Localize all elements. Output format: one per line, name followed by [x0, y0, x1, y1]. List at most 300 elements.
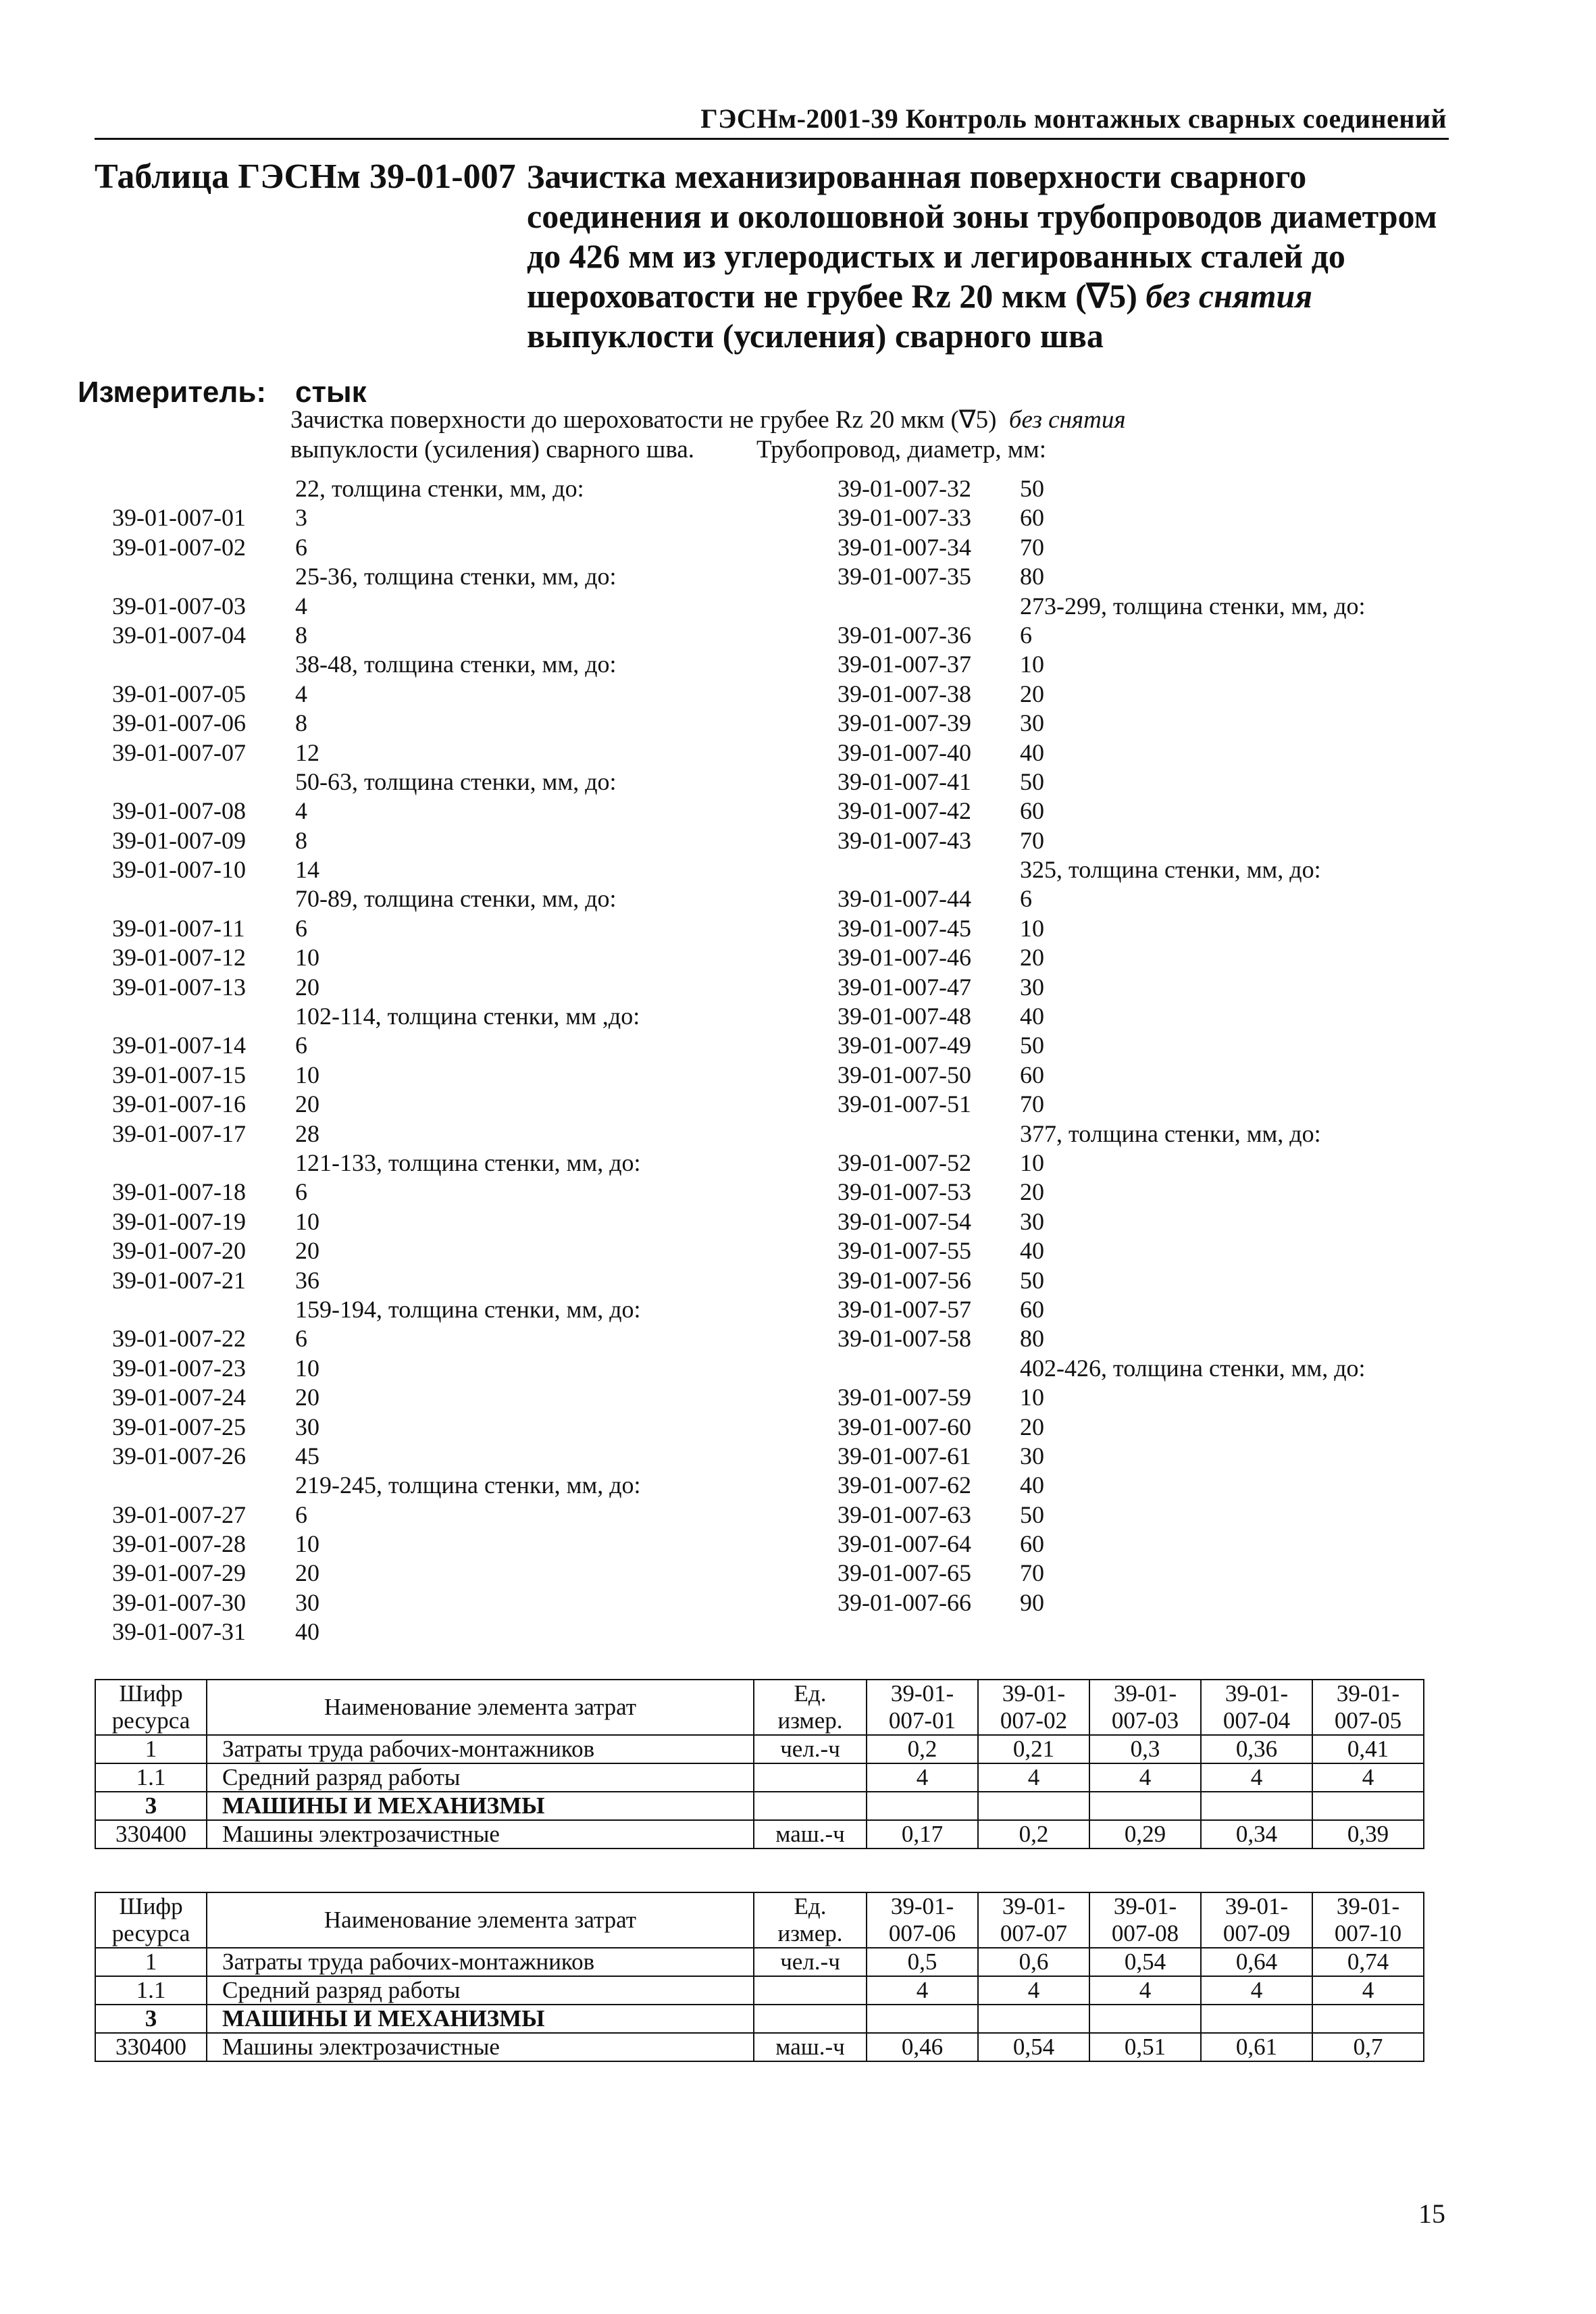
norm-code: 39-01-007-38: [838, 680, 971, 707]
header-rule: [95, 138, 1449, 140]
header-norm-bottom: 007-10: [1334, 1920, 1402, 1946]
norm-value: 60: [1020, 1530, 1044, 1558]
resource-value: 0,3: [1089, 1735, 1201, 1763]
resource-unit: маш.-ч: [754, 2033, 867, 2061]
header-unit-bottom: измер.: [777, 1920, 843, 1946]
group-header: 22, толщина стенки, мм, до:: [295, 475, 584, 502]
title-tail: выпуклости (усиления) сварного шва: [527, 317, 1104, 355]
header-norm-bottom: 007-01: [888, 1707, 956, 1734]
norm-value: 10: [1020, 914, 1044, 942]
norm-code: 39-01-007-02: [112, 533, 246, 561]
code-row: [95, 1559, 770, 1588]
code-row: [838, 1178, 1445, 1207]
norm-value: 20: [295, 1559, 319, 1587]
table-row: [95, 1976, 1424, 2005]
header-cell-code: [95, 1680, 207, 1735]
header-norm-bottom: 007-09: [1222, 1920, 1291, 1946]
code-row: [838, 1413, 1445, 1442]
norm-code: 39-01-007-51: [838, 1090, 971, 1118]
table-row: [95, 2033, 1424, 2061]
resource-name: МАШИНЫ И МЕХАНИЗМЫ: [207, 2005, 754, 2033]
norm-code: 39-01-007-48: [838, 1003, 971, 1030]
group-header: 50-63, толщина стенки, мм, до:: [295, 768, 617, 795]
resource-value: 0,54: [1089, 1948, 1201, 1976]
norm-value: 90: [1020, 1588, 1044, 1616]
norm-value: 6: [295, 533, 307, 561]
norm-code: 39-01-007-10: [112, 856, 246, 884]
code-row: [838, 680, 1445, 709]
code-row: [838, 1031, 1445, 1060]
norm-value: 40: [1020, 1472, 1044, 1499]
code-row: [838, 1383, 1445, 1412]
norm-value: 70: [1020, 826, 1044, 854]
code-row: [95, 1413, 770, 1442]
code-row: [95, 1588, 770, 1617]
table-row: [95, 1735, 1424, 1763]
page-number: 15: [1418, 2198, 1445, 2229]
norm-code: 39-01-007-21: [112, 1266, 246, 1294]
table-header-row: [95, 1892, 1424, 1948]
resource-value: [867, 1792, 978, 1820]
norm-code: 39-01-007-56: [838, 1266, 971, 1294]
norm-value: 80: [1020, 563, 1044, 590]
norm-value: 10: [1020, 1149, 1044, 1176]
norm-code: 39-01-007-64: [838, 1530, 971, 1558]
resource-value: 0,5: [867, 1948, 978, 1976]
resource-value: 4: [1312, 1763, 1424, 1792]
norm-value: 20: [1020, 944, 1044, 972]
header-code-top: Шифр: [119, 1893, 183, 1919]
resource-code: 1: [95, 1735, 207, 1763]
norm-value: 3: [295, 504, 307, 532]
resource-table-1: [95, 1679, 1424, 1849]
norm-code: 39-01-007-61: [838, 1442, 971, 1469]
code-row: [95, 1061, 770, 1090]
norm-code: 39-01-007-07: [112, 738, 246, 766]
norm-value: 30: [1020, 709, 1044, 737]
norm-value: 70: [1020, 1559, 1044, 1587]
norm-value: 6: [295, 1501, 307, 1528]
header-cell-unit: [754, 1680, 867, 1735]
norm-value: 10: [295, 944, 319, 972]
resource-value: 0,7: [1312, 2033, 1424, 2061]
norm-value: 40: [1020, 738, 1044, 766]
header-norm-bottom: 007-05: [1334, 1707, 1402, 1734]
code-row: [95, 1383, 770, 1412]
code-row: [838, 1266, 1445, 1295]
norm-code: 39-01-007-65: [838, 1559, 971, 1587]
norm-value: 36: [295, 1266, 319, 1294]
norm-value: 6: [1020, 621, 1032, 649]
norm-value: 10: [295, 1061, 319, 1088]
norm-code: 39-01-007-60: [838, 1413, 971, 1440]
header-norm-top: 39-01-: [890, 1680, 954, 1707]
section-row: [95, 2005, 1424, 2033]
resource-value: 0,36: [1201, 1735, 1312, 1763]
resource-unit: маш.-ч: [754, 1820, 867, 1848]
code-row: [95, 914, 770, 943]
resource-value: [978, 2005, 1089, 2033]
header-cell-norm: [1089, 1680, 1201, 1735]
norm-code: 39-01-007-29: [112, 1559, 246, 1587]
code-row: [95, 1178, 770, 1207]
norm-value: 10: [295, 1530, 319, 1558]
codes-left-column: [95, 474, 770, 1647]
table-row: [95, 1948, 1424, 1976]
resource-value: [1089, 1792, 1201, 1820]
norm-code: 39-01-007-46: [838, 944, 971, 972]
code-row: [95, 621, 770, 650]
intro-line-1-main: Зачистка поверхности до шероховатости не грубее Rz 20 мкм (∇5): [290, 406, 997, 434]
resource-code: 330400: [95, 2033, 207, 2061]
code-row: [838, 503, 1445, 532]
code-row: [838, 1559, 1445, 1588]
norm-value: 8: [295, 709, 307, 737]
resource-code: 3: [95, 2005, 207, 2033]
code-row: [95, 1236, 770, 1265]
group-header-row: [838, 1120, 1445, 1149]
unit-row: [78, 376, 367, 409]
norm-code: 39-01-007-52: [838, 1149, 971, 1176]
resource-value: 0,21: [978, 1735, 1089, 1763]
resource-value: 0,6: [978, 1948, 1089, 1976]
code-row: [838, 533, 1445, 562]
norm-value: 30: [1020, 1442, 1044, 1469]
code-row: [95, 1501, 770, 1530]
group-header-row: [95, 650, 770, 679]
norm-code: 39-01-007-11: [112, 914, 245, 942]
code-row: [95, 943, 770, 972]
norm-code: 39-01-007-26: [112, 1442, 246, 1469]
header-norm-bottom: 007-02: [1000, 1707, 1068, 1734]
norm-value: 4: [295, 797, 307, 825]
header-cell-norm: [1312, 1680, 1424, 1735]
resource-value: 0,2: [978, 1820, 1089, 1848]
norm-value: 4: [295, 680, 307, 707]
unit-value: стык: [295, 376, 367, 409]
code-row: [95, 1617, 770, 1646]
norm-code: 39-01-007-22: [112, 1325, 246, 1353]
code-row: [95, 592, 770, 621]
norm-code: 39-01-007-55: [838, 1237, 971, 1265]
header-norm-bottom: 007-04: [1222, 1707, 1291, 1734]
resource-unit: чел.-ч: [754, 1735, 867, 1763]
norm-code: 39-01-007-24: [112, 1384, 246, 1411]
resource-value: [978, 1792, 1089, 1820]
resource-value: 0,46: [867, 2033, 978, 2061]
header-cell-norm: [978, 1892, 1089, 1948]
norm-value: 20: [1020, 1178, 1044, 1206]
norm-code: 39-01-007-15: [112, 1061, 246, 1088]
resource-value: 4: [978, 1763, 1089, 1792]
norm-code: 39-01-007-47: [838, 973, 971, 1001]
norm-value: 40: [1020, 1003, 1044, 1030]
norm-value: 28: [295, 1120, 319, 1147]
resource-unit: [754, 1792, 867, 1820]
code-row: [95, 1120, 770, 1149]
norm-code: 39-01-007-14: [112, 1032, 246, 1059]
norm-value: 30: [1020, 973, 1044, 1001]
group-header-row: [95, 768, 770, 797]
table-row: [95, 1820, 1424, 1848]
header-unit-bottom: измер.: [777, 1707, 843, 1734]
code-row: [838, 621, 1445, 650]
group-header: 38-48, толщина стенки, мм, до:: [295, 651, 617, 678]
norm-code: 39-01-007-32: [838, 475, 971, 502]
header-cell-norm: [1089, 1892, 1201, 1948]
resource-value: 0,54: [978, 2033, 1089, 2061]
resource-value: 4: [1201, 1763, 1312, 1792]
norm-code: 39-01-007-62: [838, 1472, 971, 1499]
norm-code: 39-01-007-19: [112, 1207, 246, 1235]
norm-value: 8: [295, 826, 307, 854]
resource-value: 4: [1089, 1763, 1201, 1792]
norm-code: 39-01-007-28: [112, 1530, 246, 1558]
code-row: [838, 1207, 1445, 1236]
norm-value: 14: [295, 856, 319, 884]
code-row: [838, 826, 1445, 855]
norm-code: 39-01-007-03: [112, 592, 246, 620]
group-header-row: [95, 1149, 770, 1178]
norm-code: 39-01-007-17: [112, 1120, 246, 1147]
group-header-row: [95, 562, 770, 591]
code-row: [838, 1236, 1445, 1265]
norm-code: 39-01-007-54: [838, 1207, 971, 1235]
group-header-row: [95, 1002, 770, 1031]
resource-value: 0,17: [867, 1820, 978, 1848]
resource-unit: чел.-ч: [754, 1948, 867, 1976]
code-row: [95, 1442, 770, 1471]
header-code-bottom: ресурса: [111, 1707, 190, 1734]
norm-value: 60: [1020, 797, 1044, 825]
header-cell-norm: [867, 1680, 978, 1735]
norm-value: 20: [1020, 680, 1044, 707]
header-norm-top: 39-01-: [1336, 1680, 1400, 1707]
norm-value: 10: [1020, 1384, 1044, 1411]
header-norm-top: 39-01-: [1002, 1893, 1066, 1919]
group-header: 70-89, толщина стенки, мм, до:: [295, 885, 617, 913]
resource-value: 0,2: [867, 1735, 978, 1763]
norm-code: 39-01-007-49: [838, 1032, 971, 1059]
code-row: [838, 884, 1445, 913]
norm-value: 4: [295, 592, 307, 620]
header-norm-top: 39-01-: [1002, 1680, 1066, 1707]
norm-code: 39-01-007-04: [112, 621, 246, 649]
header-norm-bottom: 007-03: [1111, 1707, 1179, 1734]
norm-code: 39-01-007-34: [838, 533, 971, 561]
group-header-row: [95, 1471, 770, 1500]
header-norm-top: 39-01-: [1336, 1893, 1400, 1919]
header-norm-bottom: 007-07: [1000, 1920, 1068, 1946]
resource-value: 4: [1312, 1976, 1424, 2005]
unit-label: Измеритель:: [78, 376, 267, 409]
resource-code: 1: [95, 1948, 207, 1976]
norm-value: 20: [295, 1237, 319, 1265]
resource-unit: [754, 2005, 867, 2033]
header-norm-bottom: 007-08: [1111, 1920, 1179, 1946]
resource-name: Средний разряд работы: [207, 1763, 754, 1792]
intro-line-1-italic: без снятия: [1008, 406, 1126, 434]
norm-value: 60: [1020, 1295, 1044, 1323]
code-row: [838, 562, 1445, 591]
group-header-row: [95, 884, 770, 913]
norm-code: 39-01-007-36: [838, 621, 971, 649]
group-header: 159-194, толщина стенки, мм, до:: [295, 1295, 641, 1323]
norm-code: 39-01-007-41: [838, 768, 971, 795]
norm-value: 6: [295, 914, 307, 942]
code-row: [838, 1501, 1445, 1530]
norm-code: 39-01-007-44: [838, 885, 971, 913]
resource-code: 1.1: [95, 1763, 207, 1792]
code-row: [95, 1207, 770, 1236]
norm-value: 50: [1020, 475, 1044, 502]
code-row: [838, 1090, 1445, 1119]
code-row: [838, 1002, 1445, 1031]
group-header: 402-426, толщина стенки, мм, до:: [1020, 1354, 1366, 1382]
resource-name: Машины электрозачистные: [207, 1820, 754, 1848]
group-header-row: [95, 474, 770, 503]
norm-code: 39-01-007-27: [112, 1501, 246, 1528]
norm-code: 39-01-007-12: [112, 944, 246, 972]
intro-text: [290, 405, 1371, 465]
norm-value: 70: [1020, 1090, 1044, 1118]
norm-code: 39-01-007-57: [838, 1295, 971, 1323]
norm-value: 80: [1020, 1325, 1044, 1353]
code-row: [95, 973, 770, 1002]
resource-code: 3: [95, 1792, 207, 1820]
code-row: [838, 1588, 1445, 1617]
group-header: 25-36, толщина стенки, мм, до:: [295, 563, 617, 590]
intro-line-2-right: Трубопровод, диаметр, мм:: [756, 436, 1046, 463]
norm-code: 39-01-007-63: [838, 1501, 971, 1528]
resource-name: Средний разряд работы: [207, 1976, 754, 2005]
header-cell-norm: [867, 1892, 978, 1948]
norm-code: 39-01-007-42: [838, 797, 971, 825]
group-header: 102-114, толщина стенки, мм ,до:: [295, 1003, 640, 1030]
header-cell-norm: [978, 1680, 1089, 1735]
norm-code: 39-01-007-33: [838, 504, 971, 532]
norm-code: 39-01-007-39: [838, 709, 971, 737]
norm-value: 20: [295, 1384, 319, 1411]
resource-value: 0,74: [1312, 1948, 1424, 1976]
resource-value: 0,61: [1201, 2033, 1312, 2061]
code-row: [95, 503, 770, 532]
norm-value: 60: [1020, 504, 1044, 532]
norm-code: 39-01-007-59: [838, 1384, 971, 1411]
norm-value: 12: [295, 738, 319, 766]
norm-code: 39-01-007-31: [112, 1618, 246, 1646]
table-header-row: [95, 1680, 1424, 1735]
header-cell-norm: [1201, 1892, 1312, 1948]
header-norm-top: 39-01-: [1225, 1680, 1289, 1707]
norm-value: 6: [1020, 885, 1032, 913]
code-row: [838, 1149, 1445, 1178]
resource-value: [1312, 2005, 1424, 2033]
norm-value: 10: [295, 1207, 319, 1235]
resource-value: [867, 2005, 978, 2033]
code-row: [838, 943, 1445, 972]
code-row: [95, 826, 770, 855]
resource-table-2: [95, 1892, 1424, 2062]
code-row: [838, 1061, 1445, 1090]
norm-value: 20: [295, 973, 319, 1001]
code-row: [95, 1031, 770, 1060]
resource-value: 0,29: [1089, 1820, 1201, 1848]
code-row: [838, 768, 1445, 797]
norm-code: 39-01-007-66: [838, 1588, 971, 1616]
norm-code: 39-01-007-16: [112, 1090, 246, 1118]
intro-line-2-left: выпуклости (усиления) сварного шва.: [290, 436, 695, 463]
header-cell-name: Наименование элемента затрат: [207, 1680, 754, 1735]
resource-code: 330400: [95, 1820, 207, 1848]
norm-value: 6: [295, 1178, 307, 1206]
code-row: [95, 533, 770, 562]
resource-value: 0,39: [1312, 1820, 1424, 1848]
norm-value: 40: [1020, 1237, 1044, 1265]
resource-value: 4: [1201, 1976, 1312, 2005]
header-unit-top: Ед.: [794, 1893, 827, 1919]
norm-code: 39-01-007-30: [112, 1588, 246, 1616]
header-norm-top: 39-01-: [1113, 1893, 1177, 1919]
code-row: [838, 973, 1445, 1002]
code-row: [95, 1090, 770, 1119]
table-title: [527, 157, 1466, 356]
group-header: 273-299, толщина стенки, мм, до:: [1020, 592, 1366, 620]
code-row: [838, 1530, 1445, 1559]
norm-code: 39-01-007-05: [112, 680, 246, 707]
code-row: [838, 474, 1445, 503]
group-header: 121-133, толщина стенки, мм, до:: [295, 1149, 641, 1176]
norm-value: 30: [295, 1588, 319, 1616]
norm-code: 39-01-007-20: [112, 1237, 246, 1265]
group-header-row: [838, 855, 1445, 884]
code-row: [838, 1324, 1445, 1353]
code-row: [95, 1354, 770, 1383]
header-code-bottom: ресурса: [111, 1920, 190, 1946]
header-cell-name: Наименование элемента затрат: [207, 1892, 754, 1948]
norm-value: 6: [295, 1032, 307, 1059]
norm-value: 10: [1020, 651, 1044, 678]
resource-value: 0,64: [1201, 1948, 1312, 1976]
code-row: [95, 680, 770, 709]
norm-code: 39-01-007-09: [112, 826, 246, 854]
norm-value: 30: [1020, 1207, 1044, 1235]
resource-name: Затраты труда рабочих-монтажников: [207, 1948, 754, 1976]
norm-code: 39-01-007-23: [112, 1354, 246, 1382]
norm-value: 70: [1020, 533, 1044, 561]
norm-code: 39-01-007-45: [838, 914, 971, 942]
resource-value: [1089, 2005, 1201, 2033]
norm-code: 39-01-007-50: [838, 1061, 971, 1088]
norm-value: 50: [1020, 768, 1044, 795]
code-row: [95, 1530, 770, 1559]
running-header: ГЭСНм-2001-39 Контроль монтажных сварных соединений: [700, 103, 1447, 134]
code-row: [95, 1266, 770, 1295]
norm-code: 39-01-007-43: [838, 826, 971, 854]
norm-value: 50: [1020, 1032, 1044, 1059]
resource-name: Машины электрозачистные: [207, 2033, 754, 2061]
resource-value: 0,51: [1089, 2033, 1201, 2061]
resource-value: 4: [867, 1763, 978, 1792]
norm-code: 39-01-007-40: [838, 738, 971, 766]
norm-code: 39-01-007-35: [838, 563, 971, 590]
resource-value: 4: [1089, 1976, 1201, 2005]
norm-code: 39-01-007-18: [112, 1178, 246, 1206]
header-cell-norm: [1201, 1680, 1312, 1735]
header-code-top: Шифр: [119, 1680, 183, 1707]
resource-value: 4: [867, 1976, 978, 2005]
header-norm-top: 39-01-: [1225, 1893, 1289, 1919]
